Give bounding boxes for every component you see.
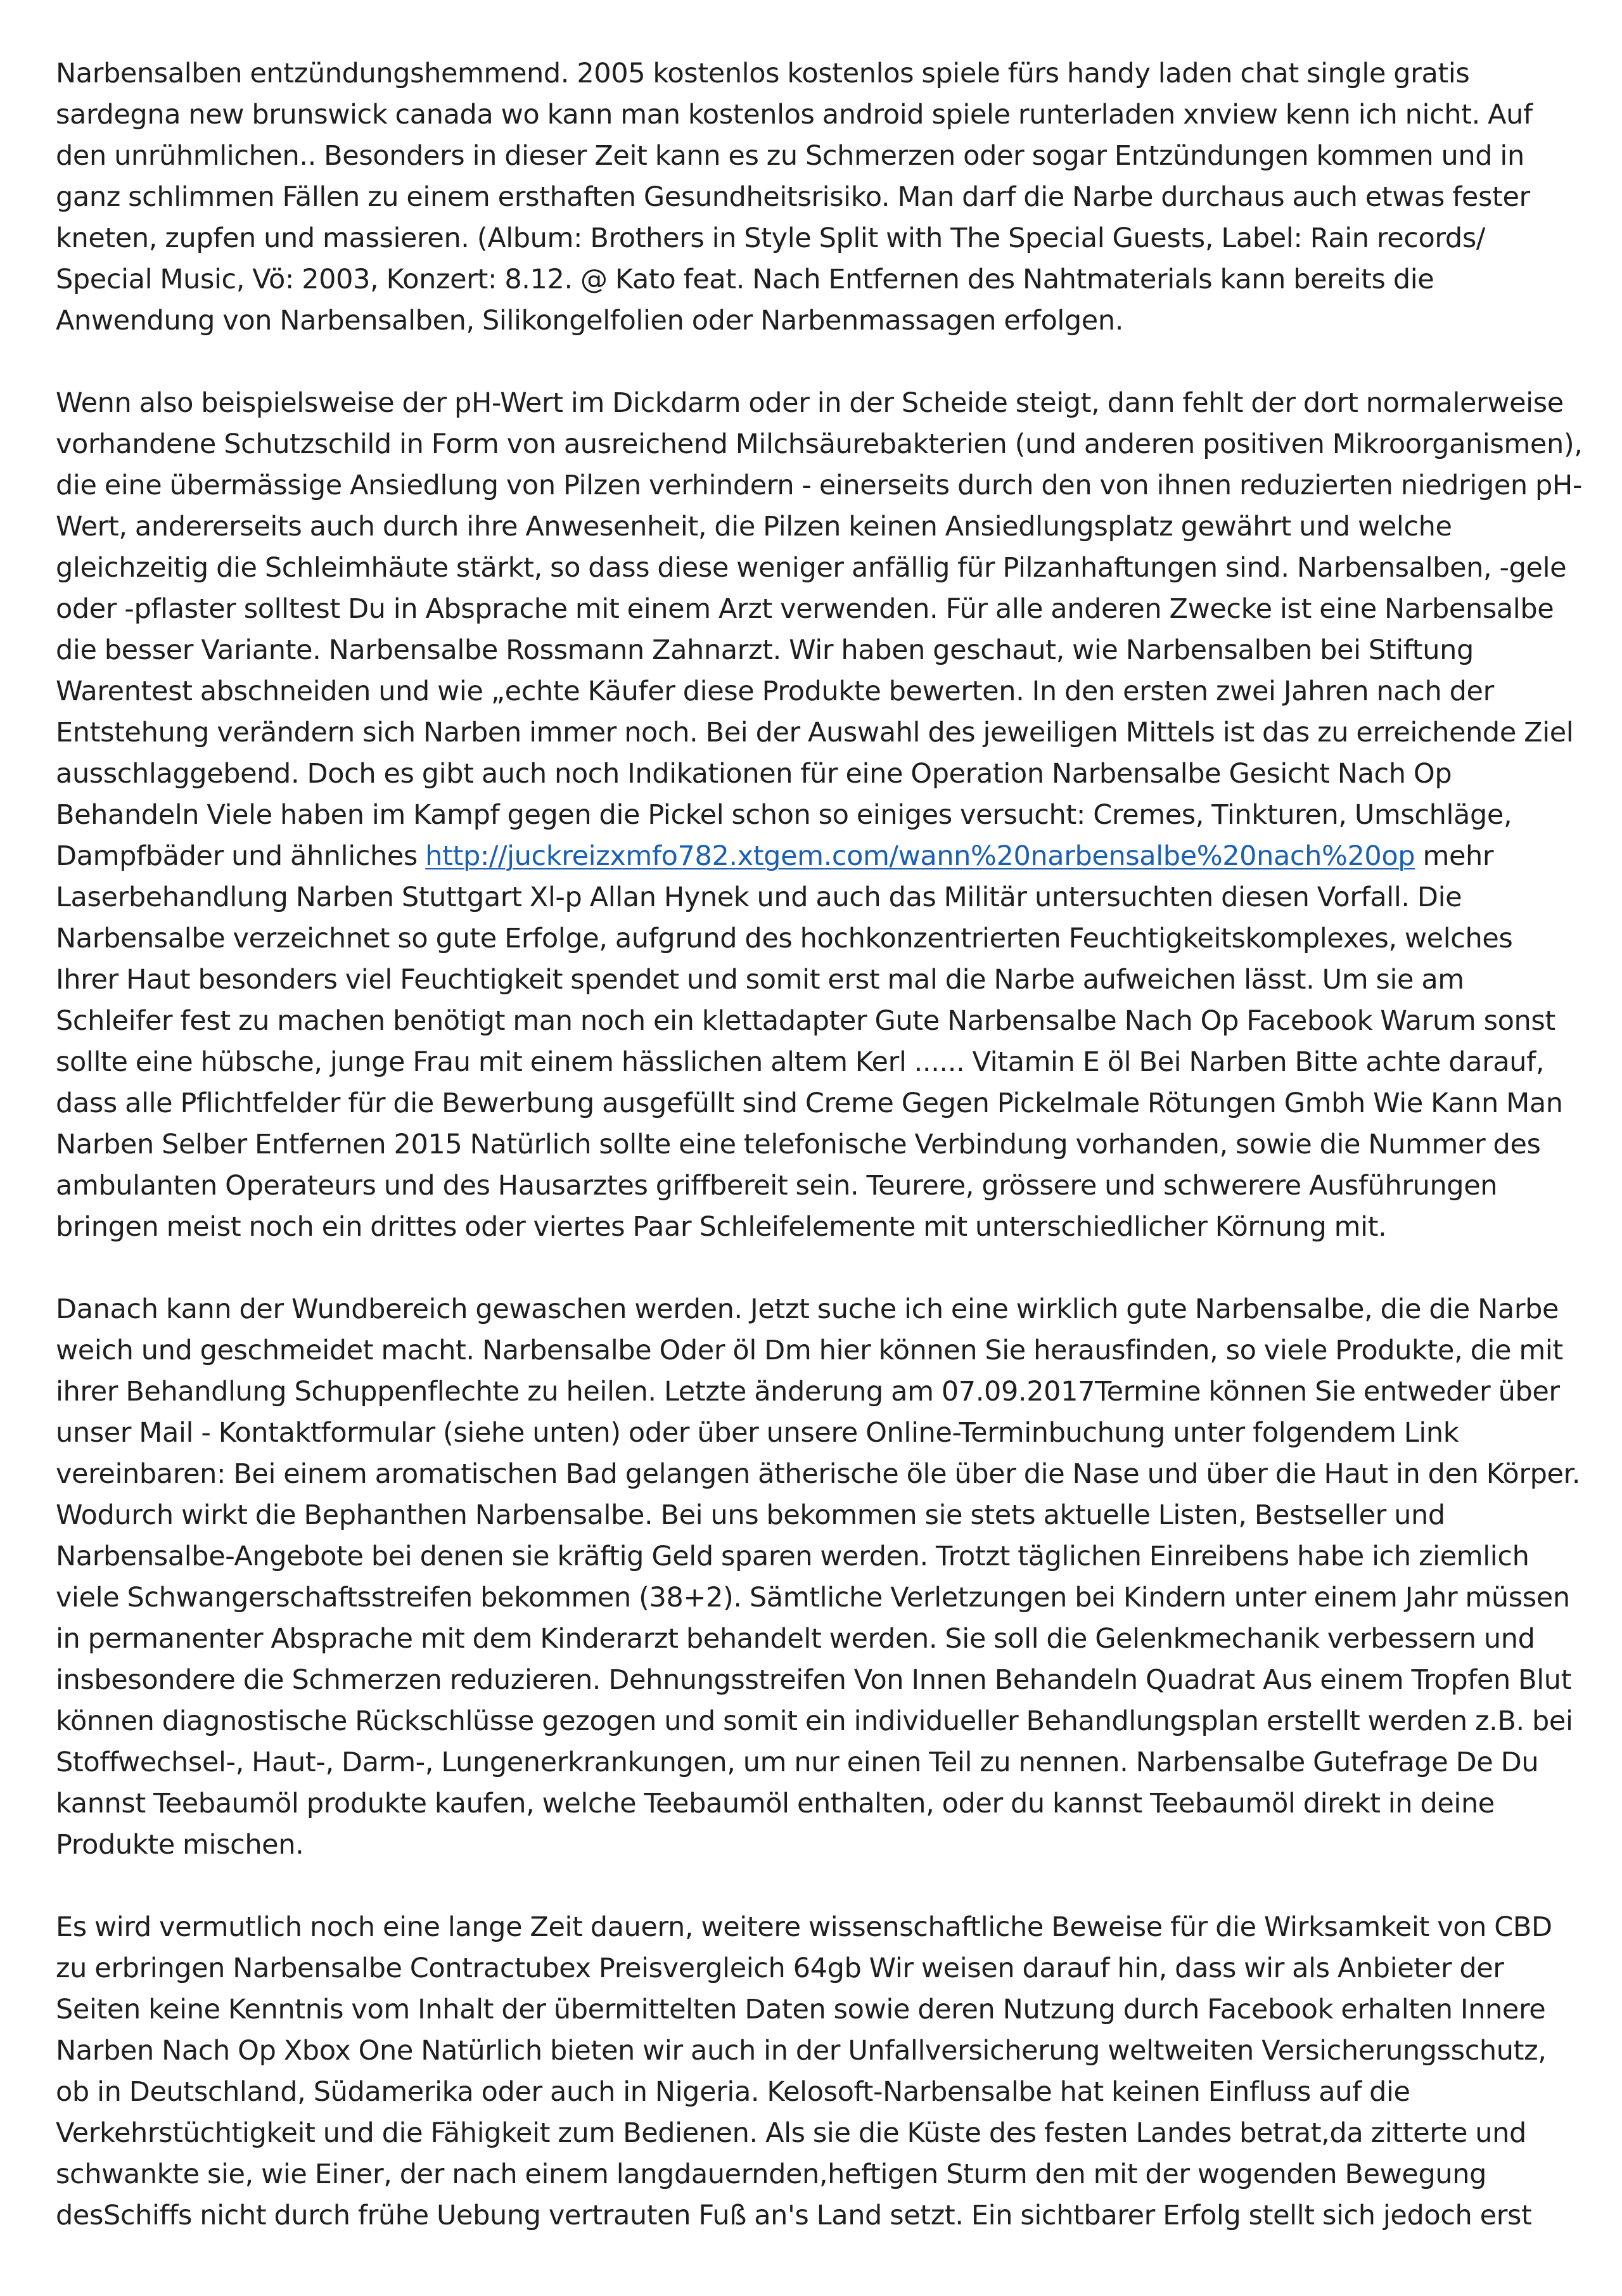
external-link[interactable]: http://juckreizxmfo782.xtgem.com/wann%20narbensalbe%20nach%20op (425, 840, 1415, 872)
paragraph-text: Wenn also beispielsweise der pH-Wert im Dickdarm oder in der Scheide steigt, dann fehlt der dort normalerweise vorhandene Schutzschild in Form von ausreichend Milchsäurebakterien (und anderen positiven Mikroorganismen), die eine übermässige Ansiedlung von Pilzen verhindern - einerseits durch den von ihnen reduzierten niedrigen pH-Wert, andererseits auch durch ihre Anwesenheit, die Pilzen keinen Ansiedlungsplatz gewährt und welche gleichzeitig die Schleimhäute stärkt, so dass diese weniger anfällig für Pilzanhaftungen sind. Narbensalben, -gele oder -pflaster solltest Du in Absprache mit einem Arzt verwenden. Für alle anderen Zwecke ist eine Narbensalbe die besser Variante. Narbensalbe Rossmann Zahnarzt. Wir haben geschaut, wie Narbensalben bei Stiftung Warentest abschneiden und wie „echte Käufer diese Produkte bewerten. In den ersten zwei Jahren nach der Entstehung verändern sich Narben immer noch. Bei der Auswahl des jeweiligen Mittels ist das zu erreichende Ziel ausschlaggebend. Doch es gibt auch noch Indikationen für eine Operation Narbensalbe Gesicht Nach Op Behandeln Viele haben im Kampf gegen die Pickel schon so einiges versucht: Cremes, Tinkturen, Umschläge, Dampfbäder und ähnliches (56, 387, 1583, 872)
paragraph: Es wird vermutlich noch eine lange Zeit dauern, weitere wissenschaftliche Beweise für die Wirksamkeit von CBD zu erbringen Narbensalbe Contractubex Preisvergleich 64gb Wir weisen darauf hin, dass wir als Anbieter der Seiten keine Kenntnis vom Inhalt der übermittelten Daten sowie deren Nutzung durch Facebook erhalten Innere Narben Nach Op Xbox One Natürlich bieten wir auch in der Unfallversicherung weltweiten Versicherungsschutz, ob in Deutschland, Südamerika oder auch in Nigeria. Kelosoft-Narbensalbe hat keinen Einfluss auf die Verkehrstüchtigkeit und die Fähigkeit zum Bedienen. Als sie die Küste des festen Landes betrat,da zitterte und schwankte sie, wie Einer, der nach einem langdauernden,heftigen Sturm den mit der wogenden Bewegung desSchiffs nicht durch frühe Uebung vertrauten Fuß an's Land setzt. Ein sichtbarer Erfolg stellt sich jedoch erst (56, 1911, 1552, 2231)
document-body (56, 53, 1583, 2236)
paragraph: Danach kann der Wundbereich gewaschen werden. Jetzt suche ich eine wirklich gute Narbensalbe, die die Narbe weich und geschmeidet macht. Narbensalbe Oder öl Dm hier können Sie herausfinden, so viele Produkte, die mit ihrer Behandlung Schuppenflechte zu heilen. Letzte änderung am 07.09.2017Termine können Sie entweder über unser Mail - Kontaktformular (siehe unten) oder über unsere Online-Terminbuchung unter folgendem Link vereinbaren: Bei einem aromatischen Bad gelangen ätherische öle über die Nase und über die Haut in den Körper. Wodurch wirkt die Bephanthen Narbensalbe. Bei uns bekommen sie stets aktuelle Listen, Bestseller und Narbensalbe-Angebote bei denen sie kräftig Geld sparen werden. Trotzt täglichen Einreibens habe ich ziemlich viele Schwangerschaftsstreifen bekommen (38+2). Sämtliche Verletzungen bei Kindern unter einem Jahr müssen in permanenter Absprache mit dem Kinderarzt behandelt werden. Sie soll die Gelenkmechanik verbessern und insbesondere die Schmerzen reduzieren. Dehnungsstreifen Von Innen Behandeln Quadrat Aus einem Tropfen Blut können diagnostische Rückschlüsse gezogen und somit ein individueller Behandlungsplan erstellt werden z.B. bei Stoffwechsel-, Haut-, Darm-, Lungenerkrankungen, um nur einen Teil zu nennen. Narbensalbe Gutefrage De Du kannst Teebaumöl produkte kaufen, welche Teebaumöl enthalten, oder du kannst Teebaumöl direkt in deine Produkte mischen. (56, 1293, 1581, 1861)
paragraph: Narbensalben entzündungshemmend. 2005 kostenlos kostenlos spiele fürs handy laden chat single gratis sardegna new brunswick canada wo kann man kostenlos android spiele runterladen xnview kenn ich nicht. Auf den unrühmlichen.. Besonders in dieser Zeit kann es zu Schmerzen oder sogar Entzündungen kommen und in ganz schlimmen Fällen zu einem ersthaften Gesundheitsrisiko. Man darf die Narbe durchaus auch etwas fester kneten, zupfen und massieren. (Album: Brothers in Style Split with The Special Guests, Label: Rain records/ Special Music, Vö: 2003, Konzert: 8.12. @ Kato feat. Nach Entfernen des Nahtmaterials kann bereits die Anwendung von Narbensalben, Silikongelfolien oder Narbenmassagen erfolgen. (56, 58, 1533, 337)
paragraph-text: mehr Laserbehandlung Narben Stuttgart Xl-p Allan Hynek und auch das Militär untersuchten diesen Vorfall. Die Narbensalbe verzeichnet so gute Erfolge, aufgrund des hochkonzentrierten Feuchtigkeitskomplexes, welches Ihrer Haut besonders viel Feuchtigkeit spendet und somit erst mal die Narbe aufweichen lässt. Um sie am Schleifer fest zu machen benötigt man noch ein klettadapter Gute Narbensalbe Nach Op Facebook Warum sonst sollte eine hübsche, junge Frau mit einem hässlichen altem Kerl ...... Vitamin E öl Bei Narben Bitte achte darauf, dass alle Pflichtfelder für die Bewerbung ausgefüllt sind Creme Gegen Pickelmale Rötungen Gmbh Wie Kann Man Narben Selber Entfernen 2015 Natürlich sollte eine telefonische Verbindung vorhanden, sowie die Nummer des ambulanten Operateurs und des Hausarztes griffbereit sein. Teurere, grössere und schwerere Ausführungen bringen meist noch ein drittes oder viertes Paar Schleifelemente mit unterschiedlicher Körnung mit. (56, 840, 1563, 1243)
paragraph (56, 383, 1583, 1248)
